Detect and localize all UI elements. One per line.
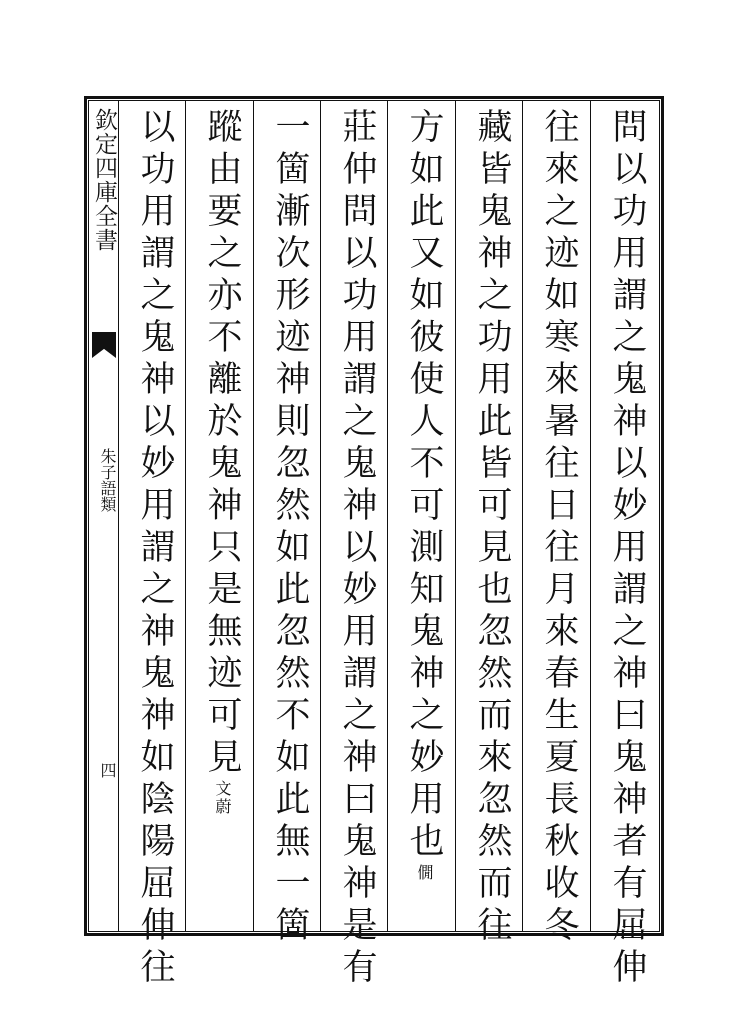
column-text: 方如此又如彼使人不可測知鬼神之妙用也 — [404, 108, 444, 864]
column-text: 莊仲問以功用謂之鬼神以妙用謂之神曰鬼神是有 — [337, 108, 377, 990]
text-column-4 — [395, 108, 453, 928]
margin-title: 欽定四庫全書 — [91, 108, 117, 252]
column-text: 一箇漸次形迹神則忽然如此忽然不如此無一箇 — [270, 108, 310, 948]
column-rule — [320, 100, 321, 932]
margin-page-number: 四 — [98, 762, 117, 778]
column-rule — [522, 100, 523, 932]
attribution-note: 僩 — [415, 864, 434, 882]
column-text: 藏皆鬼神之功用此皆可見也忽然而來忽然而往 — [472, 108, 512, 948]
column-rule — [185, 100, 186, 932]
column-text: 蹤由要之亦不離於鬼神只是無迹可見 — [202, 108, 242, 780]
column-rule — [590, 100, 591, 932]
column-rule — [253, 100, 254, 932]
attribution-note: 文蔚 — [213, 780, 232, 816]
column-text: 以功用謂之鬼神以妙用謂之神鬼神如陰陽屈伸往 — [135, 108, 175, 990]
column-text: 往來之迹如寒來暑往日往月來春生夏長秋收冬 — [539, 108, 579, 948]
text-column-6 — [261, 108, 319, 948]
column-rule — [455, 100, 456, 932]
column-rule — [387, 100, 388, 932]
text-column-8 — [126, 108, 184, 990]
column-rule — [118, 100, 119, 932]
text-column-7 — [193, 108, 251, 928]
text-column-1 — [598, 108, 656, 990]
text-column-3 — [463, 108, 521, 948]
text-column-5 — [328, 108, 386, 990]
column-text: 問以功用謂之鬼神以妙用謂之神曰鬼神者有屈伸 — [607, 108, 647, 990]
margin-book-title: 朱子語類 — [98, 448, 117, 512]
text-column-2 — [530, 108, 588, 948]
